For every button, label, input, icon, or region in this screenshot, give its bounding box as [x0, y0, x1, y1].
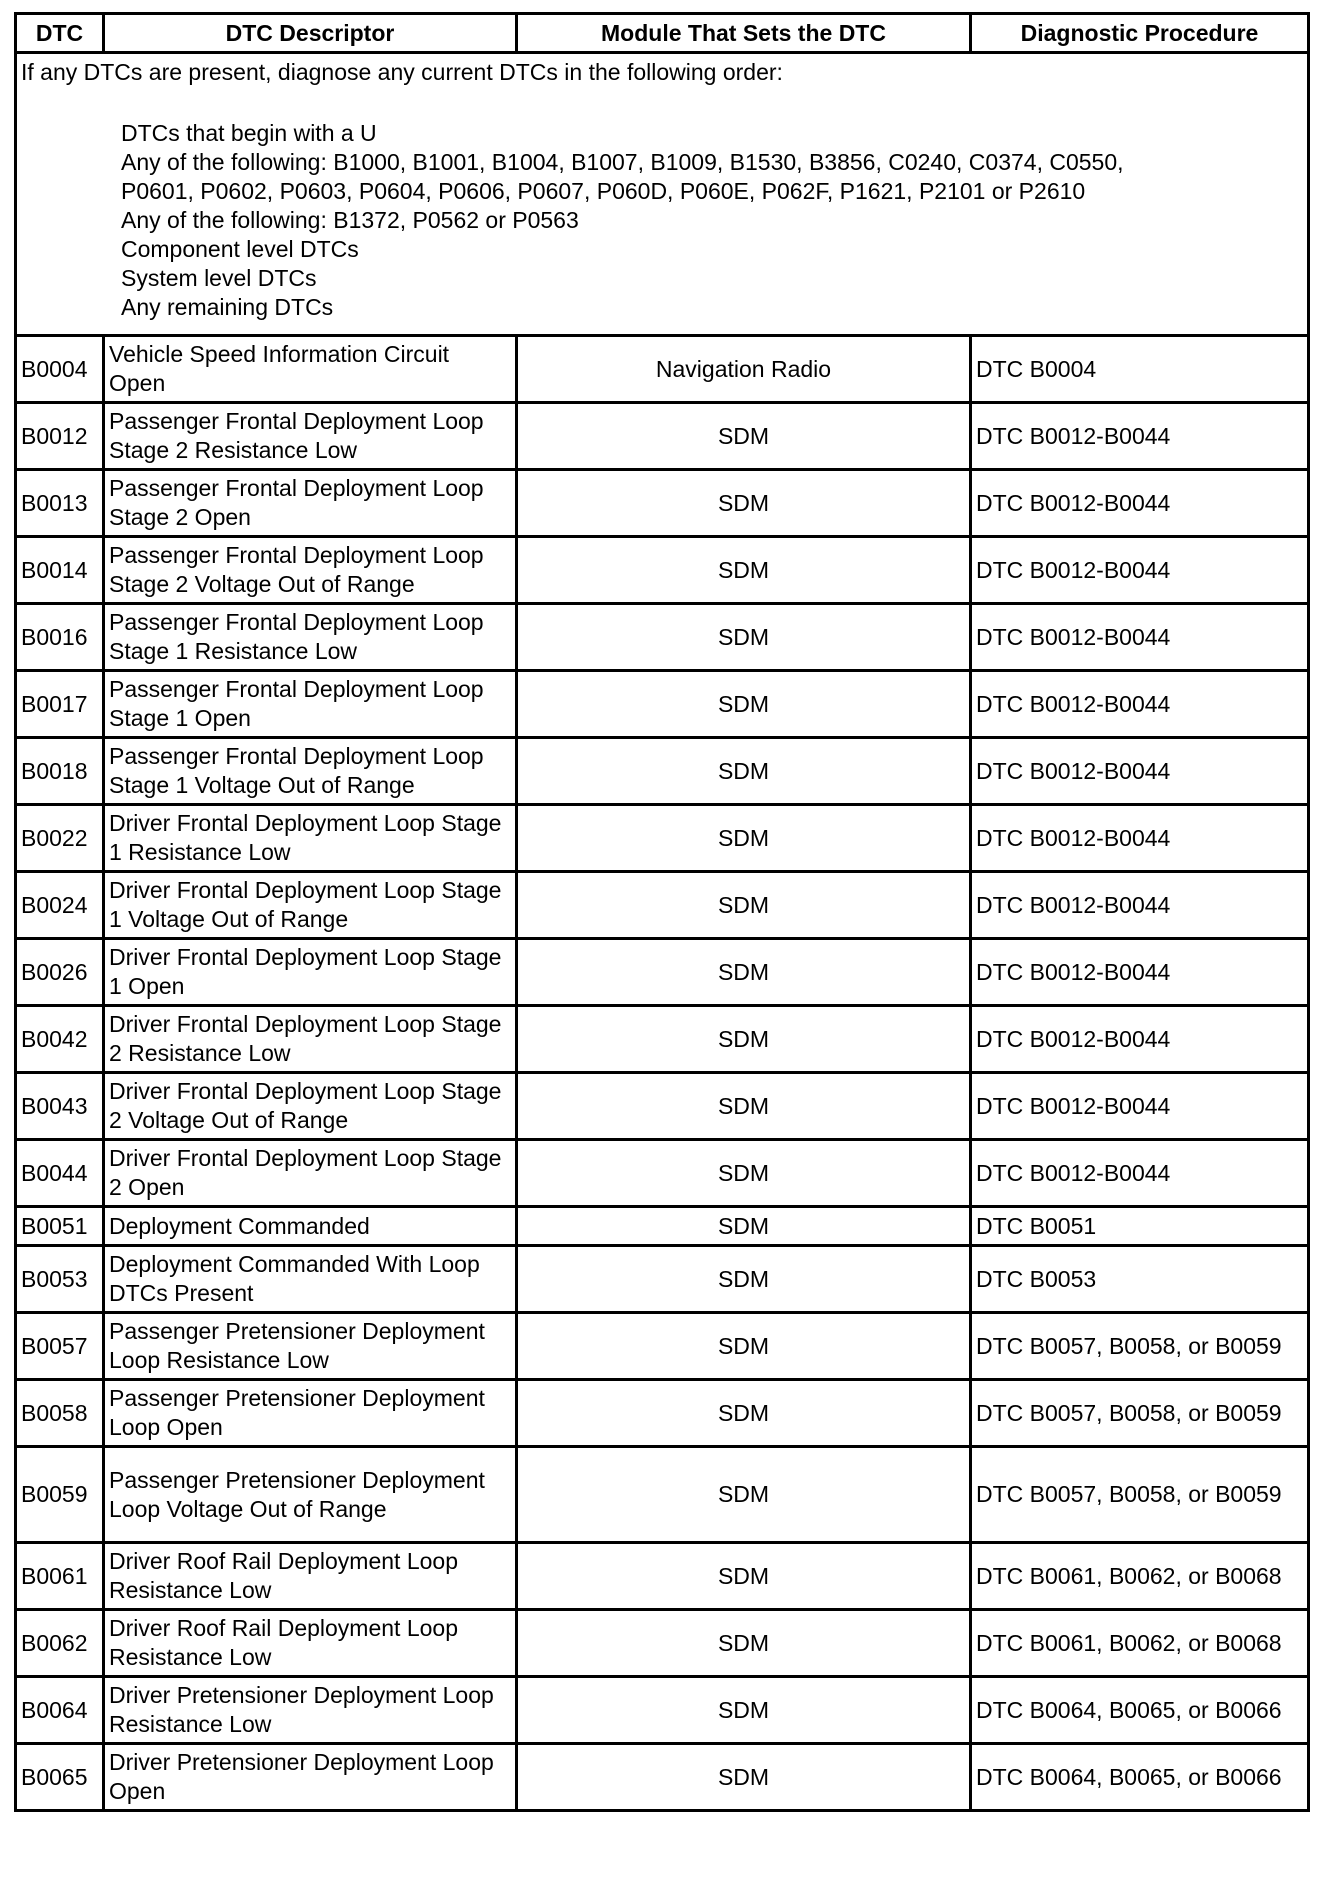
dtc-descriptor-cell: Deployment Commanded: [104, 1207, 517, 1246]
dtc-code-cell: B0053: [16, 1246, 104, 1313]
dtc-code-cell: B0064: [16, 1677, 104, 1744]
table-row: [16, 403, 1309, 470]
procedure-cell: DTC B0012-B0044: [971, 1073, 1309, 1140]
procedure-cell: DTC B0012-B0044: [971, 604, 1309, 671]
procedure-cell: DTC B0012-B0044: [971, 805, 1309, 872]
header-procedure: Diagnostic Procedure: [971, 14, 1309, 53]
procedure-cell: DTC B0064, B0065, or B0066: [971, 1677, 1309, 1744]
module-cell: SDM: [517, 1006, 971, 1073]
table-row: [16, 1207, 1309, 1246]
dtc-descriptor-cell: Passenger Frontal Deployment Loop Stage 1 Open: [104, 671, 517, 738]
dtc-code-cell: B0024: [16, 872, 104, 939]
procedure-cell: DTC B0061, B0062, or B0068: [971, 1543, 1309, 1610]
module-cell: SDM: [517, 1140, 971, 1207]
module-cell: SDM: [517, 671, 971, 738]
dtc-code-cell: B0061: [16, 1543, 104, 1610]
dtc-descriptor-cell: Driver Pretensioner Deployment Loop Open: [104, 1744, 517, 1811]
procedure-cell: DTC B0064, B0065, or B0066: [971, 1744, 1309, 1811]
module-cell: SDM: [517, 1246, 971, 1313]
table-row: [16, 604, 1309, 671]
procedure-cell: DTC B0012-B0044: [971, 1140, 1309, 1207]
dtc-code-cell: B0057: [16, 1313, 104, 1380]
procedure-cell: DTC B0012-B0044: [971, 671, 1309, 738]
module-cell: SDM: [517, 1380, 971, 1447]
module-cell: SDM: [517, 1543, 971, 1610]
dtc-descriptor-cell: Passenger Frontal Deployment Loop Stage 1 Voltage Out of Range: [104, 738, 517, 805]
intro-item: Component level DTCs: [121, 236, 359, 262]
module-cell: SDM: [517, 1073, 971, 1140]
table-row: [16, 805, 1309, 872]
procedure-cell: DTC B0057, B0058, or B0059: [971, 1447, 1309, 1543]
dtc-descriptor-cell: Passenger Frontal Deployment Loop Stage 1 Resistance Low: [104, 604, 517, 671]
intro-row: [16, 53, 1309, 336]
module-cell: SDM: [517, 1610, 971, 1677]
table-row: [16, 1140, 1309, 1207]
module-cell: Navigation Radio: [517, 336, 971, 403]
header-row: [16, 14, 1309, 53]
dtc-code-cell: B0043: [16, 1073, 104, 1140]
dtc-descriptor-cell: Driver Frontal Deployment Loop Stage 2 Voltage Out of Range: [104, 1073, 517, 1140]
module-cell: SDM: [517, 939, 971, 1006]
procedure-cell: DTC B0057, B0058, or B0059: [971, 1313, 1309, 1380]
header-module: Module That Sets the DTC: [517, 14, 971, 53]
dtc-descriptor-cell: Driver Roof Rail Deployment Loop Resistance Low: [104, 1543, 517, 1610]
module-cell: SDM: [517, 872, 971, 939]
intro-item: P0601, P0602, P0603, P0604, P0606, P0607, P060D, P060E, P062F, P1621, P2101 or P2610: [121, 178, 1086, 204]
module-cell: SDM: [517, 470, 971, 537]
dtc-descriptor-cell: Passenger Frontal Deployment Loop Stage 2 Resistance Low: [104, 403, 517, 470]
procedure-cell: DTC B0051: [971, 1207, 1309, 1246]
dtc-descriptor-cell: Passenger Pretensioner Deployment Loop Resistance Low: [104, 1313, 517, 1380]
dtc-code-cell: B0059: [16, 1447, 104, 1543]
dtc-code-cell: B0022: [16, 805, 104, 872]
dtc-table: [14, 12, 1310, 1812]
dtc-code-cell: B0065: [16, 1744, 104, 1811]
dtc-rows: [16, 336, 1309, 1811]
module-cell: SDM: [517, 403, 971, 470]
table-row: [16, 1006, 1309, 1073]
module-cell: SDM: [517, 805, 971, 872]
diagnostic-order-note: [16, 53, 1309, 336]
procedure-cell: DTC B0061, B0062, or B0068: [971, 1610, 1309, 1677]
procedure-cell: DTC B0012-B0044: [971, 1006, 1309, 1073]
module-cell: SDM: [517, 1447, 971, 1543]
procedure-cell: DTC B0004: [971, 336, 1309, 403]
dtc-code-cell: B0026: [16, 939, 104, 1006]
dtc-code-cell: B0012: [16, 403, 104, 470]
dtc-descriptor-cell: Passenger Pretensioner Deployment Loop Voltage Out of Range: [104, 1447, 517, 1543]
procedure-cell: DTC B0012-B0044: [971, 403, 1309, 470]
intro-item: Any of the following: B1372, P0562 or P0563: [121, 207, 579, 233]
dtc-code-cell: B0051: [16, 1207, 104, 1246]
header-dtc: DTC: [16, 14, 104, 53]
procedure-cell: DTC B0012-B0044: [971, 537, 1309, 604]
dtc-descriptor-cell: Driver Frontal Deployment Loop Stage 2 Open: [104, 1140, 517, 1207]
module-cell: SDM: [517, 537, 971, 604]
dtc-descriptor-cell: Vehicle Speed Information Circuit Open: [104, 336, 517, 403]
dtc-descriptor-cell: Driver Pretensioner Deployment Loop Resistance Low: [104, 1677, 517, 1744]
dtc-code-cell: B0042: [16, 1006, 104, 1073]
intro-lead: If any DTCs are present, diagnose any current DTCs in the following order:: [21, 59, 783, 85]
dtc-code-cell: B0004: [16, 336, 104, 403]
dtc-descriptor-cell: Passenger Frontal Deployment Loop Stage 2 Open: [104, 470, 517, 537]
procedure-cell: DTC B0012-B0044: [971, 939, 1309, 1006]
dtc-code-cell: B0018: [16, 738, 104, 805]
dtc-code-cell: B0016: [16, 604, 104, 671]
module-cell: SDM: [517, 1207, 971, 1246]
table-row: [16, 939, 1309, 1006]
table-row: [16, 1313, 1309, 1380]
intro-item: Any of the following: B1000, B1001, B1004, B1007, B1009, B1530, B3856, C0240, C0374, C0550,: [121, 149, 1124, 175]
dtc-code-cell: B0062: [16, 1610, 104, 1677]
dtc-descriptor-cell: Driver Frontal Deployment Loop Stage 1 Resistance Low: [104, 805, 517, 872]
dtc-descriptor-cell: Passenger Frontal Deployment Loop Stage 2 Voltage Out of Range: [104, 537, 517, 604]
table-row: [16, 738, 1309, 805]
dtc-code-cell: B0058: [16, 1380, 104, 1447]
procedure-cell: DTC B0012-B0044: [971, 872, 1309, 939]
module-cell: SDM: [517, 738, 971, 805]
table-row: [16, 671, 1309, 738]
table-row: [16, 872, 1309, 939]
intro-item: DTCs that begin with a U: [121, 120, 377, 146]
module-cell: SDM: [517, 1313, 971, 1380]
table-row: [16, 1677, 1309, 1744]
dtc-code-cell: B0014: [16, 537, 104, 604]
dtc-descriptor-cell: Driver Roof Rail Deployment Loop Resistance Low: [104, 1610, 517, 1677]
procedure-cell: DTC B0012-B0044: [971, 470, 1309, 537]
procedure-cell: DTC B0057, B0058, or B0059: [971, 1380, 1309, 1447]
dtc-descriptor-cell: Driver Frontal Deployment Loop Stage 1 Voltage Out of Range: [104, 872, 517, 939]
table-row: [16, 1447, 1309, 1543]
dtc-descriptor-cell: Driver Frontal Deployment Loop Stage 2 Resistance Low: [104, 1006, 517, 1073]
procedure-cell: DTC B0012-B0044: [971, 738, 1309, 805]
table-row: [16, 1744, 1309, 1811]
header-descriptor: DTC Descriptor: [104, 14, 517, 53]
intro-item: Any remaining DTCs: [121, 294, 334, 320]
table-row: [16, 1073, 1309, 1140]
procedure-cell: DTC B0053: [971, 1246, 1309, 1313]
dtc-code-cell: B0044: [16, 1140, 104, 1207]
module-cell: SDM: [517, 1677, 971, 1744]
table-row: [16, 1246, 1309, 1313]
table-row: [16, 336, 1309, 403]
table-row: [16, 1543, 1309, 1610]
module-cell: SDM: [517, 604, 971, 671]
dtc-code-cell: B0013: [16, 470, 104, 537]
table-row: [16, 537, 1309, 604]
intro-item: System level DTCs: [121, 265, 317, 291]
dtc-code-cell: B0017: [16, 671, 104, 738]
table-row: [16, 470, 1309, 537]
table-row: [16, 1610, 1309, 1677]
module-cell: SDM: [517, 1744, 971, 1811]
dtc-descriptor-cell: Deployment Commanded With Loop DTCs Present: [104, 1246, 517, 1313]
table-row: [16, 1380, 1309, 1447]
dtc-descriptor-cell: Driver Frontal Deployment Loop Stage 1 Open: [104, 939, 517, 1006]
intro-list: [121, 119, 1303, 322]
dtc-descriptor-cell: Passenger Pretensioner Deployment Loop Open: [104, 1380, 517, 1447]
